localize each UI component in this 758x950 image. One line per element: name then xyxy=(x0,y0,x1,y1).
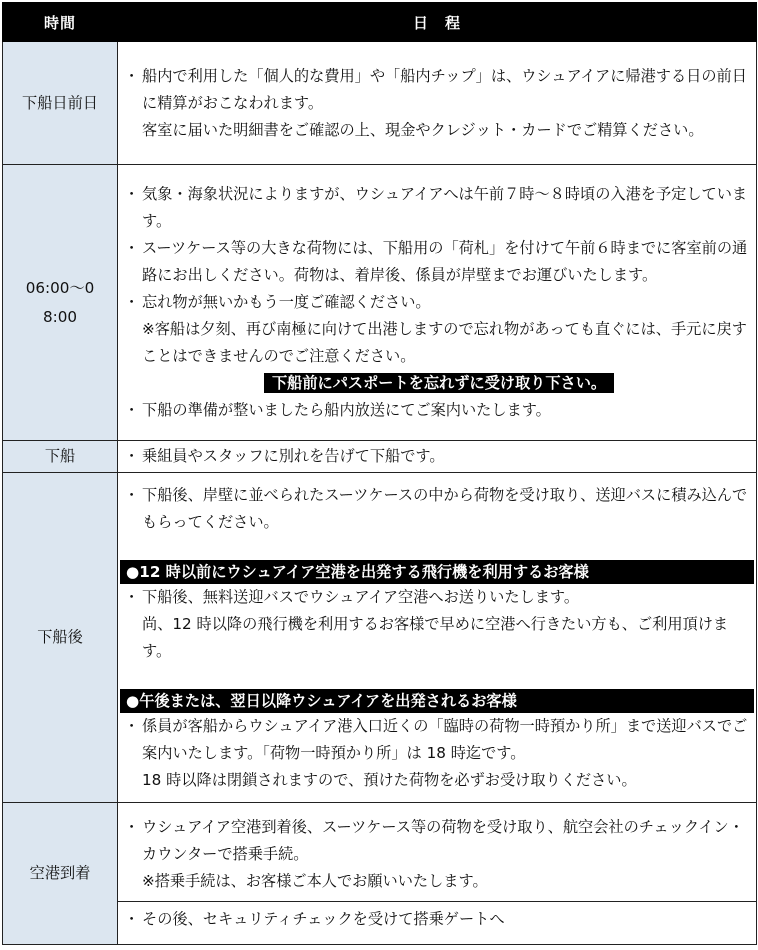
text-line: 尚、12 時以降の飛行機を利用するお客様で早めに空港へ行きたい方も、ご利用頂けます。 xyxy=(142,614,729,660)
header-schedule: 日 程 xyxy=(118,3,757,42)
section-heading: ●午後または、翌日以降ウシュアイアを出発されるお客様 xyxy=(120,689,754,713)
table-row xyxy=(3,42,757,165)
bullet-line: ・ スーツケース等の大きな荷物には、下船用の「荷札」を付けて午前６時までに客室前の通路にお出しください。荷物は、着岸後、係員が岸壁までお運びいたします。 xyxy=(128,235,750,289)
note-line: ※客船は夕刻、再び南極に向けて出港しますので忘れ物があっても直ぐには、手元に戻すことはできませんのでご注意ください。 xyxy=(142,320,747,365)
bullet-line: ・ 下船の準備が整いましたら船内放送にてご案内いたします。 xyxy=(128,397,750,424)
time-cell: 下船日前日 xyxy=(3,42,118,165)
schedule-cell xyxy=(118,42,757,165)
schedule-cell xyxy=(118,803,757,945)
passport-banner-text: 下船前にパスポートを忘れずに受け取り下さい。 xyxy=(264,373,614,393)
time-label: 06:00～08:00 xyxy=(25,278,95,326)
schedule-cell xyxy=(118,473,757,803)
bullet-line: ・ 係員が客船からウシュアイア港入口近くの「臨時の荷物一時預かり所」まで送迎バスでご案内いたします。「荷物一時預かり所」は 18 時迄です。 xyxy=(128,713,750,767)
section-heading: ●12 時以前にウシュアイア空港を出発する飛行機を利用するお客様 xyxy=(120,560,754,584)
bullet-line: ・ 乗組員やスタッフに別れを告げて下船です。 xyxy=(128,443,750,470)
passport-banner xyxy=(128,370,750,397)
bullet-line: ・ その後、セキュリティチェックを受けて搭乗ゲートへ xyxy=(128,906,750,933)
time-cell: 空港到着 xyxy=(3,803,118,945)
note-line: ※搭乗手続は、お客様ご本人でお願いいたします。 xyxy=(142,872,488,890)
table-header-row xyxy=(3,3,757,42)
table-row xyxy=(3,441,757,473)
time-cell: 下船 xyxy=(3,441,118,473)
bullet-line: ・ 気象・海象状況によりますが、ウシュアイアへは午前７時～８時頃の入港を予定しています。 xyxy=(128,181,750,235)
schedule-cell xyxy=(118,441,757,473)
bullet-line: ・ 下船後、岸壁に並べられたスーツケースの中から荷物を受け取り、送迎バスに積み込んでもらってください。 xyxy=(128,482,750,536)
time-cell xyxy=(3,165,118,441)
schedule-table xyxy=(2,2,757,945)
bullet-line: ・ 下船後、無料送迎バスでウシュアイア空港へお送りいたします。 xyxy=(128,584,750,611)
table-row xyxy=(3,803,757,945)
table-row xyxy=(3,165,757,441)
text-line: 客室に届いた明細書をご確認の上、現金やクレジット・カードでご精算ください。 xyxy=(142,120,704,139)
header-time: 時間 xyxy=(3,3,118,42)
bullet-line: ・ 船内で利用した「個人的な費用」や「船内チップ」は、ウシュアイアに帰港する日の前日に精算がおこなわれます。 xyxy=(128,63,750,117)
schedule-cell xyxy=(118,165,757,441)
text-line: 18 時以降は閉鎖されますので、預けた荷物を必ずお受け取りください。 xyxy=(142,770,637,789)
inner-divider xyxy=(118,901,756,902)
bullet-line: ・ 忘れ物が無いかもう一度ご確認ください。 xyxy=(128,289,750,316)
bullet-line: ・ ウシュアイア空港到着後、スーツケース等の荷物を受け取り、航空会社のチェックイン・カウンターで搭乗手続。 xyxy=(128,814,750,868)
time-cell: 下船後 xyxy=(3,473,118,803)
table-row xyxy=(3,473,757,803)
